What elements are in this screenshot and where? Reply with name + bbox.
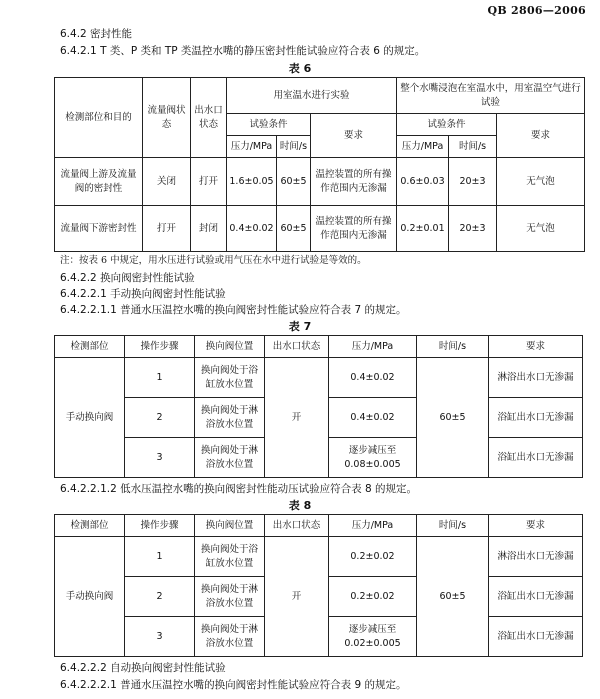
t7-pressure: 逐步减压至0.08±0.005 xyxy=(329,438,417,478)
t6-p1: 1.6±0.05 xyxy=(227,158,277,206)
t6-valve: 关闭 xyxy=(143,158,191,206)
t7-step: 2 xyxy=(125,398,195,438)
section-6-4-2-1: 6.4.2.1 T 类、P 类和 TP 类温控水嘴的静压密封性能试验应符合表 6 的规定。 xyxy=(60,45,426,57)
t6-p1: 0.4±0.02 xyxy=(227,206,277,252)
t6-h-cond2: 试验条件 xyxy=(397,114,497,136)
table-8 xyxy=(54,514,583,657)
t8-h-position: 换向阀位置 xyxy=(195,515,265,537)
t6-req2: 无气泡 xyxy=(497,158,585,206)
t7-position: 换向阀处于淋浴放水位置 xyxy=(195,398,265,438)
section-6-4-2: 6.4.2 密封性能 xyxy=(60,28,133,40)
t8-h-part: 检测部位 xyxy=(55,515,125,537)
t6-h-room: 用室温水进行实验 xyxy=(227,78,397,114)
t7-part: 手动换向阀 xyxy=(55,358,125,478)
t6-valve: 打开 xyxy=(143,206,191,252)
t6-outlet: 封闭 xyxy=(191,206,227,252)
t8-h-req: 要求 xyxy=(489,515,583,537)
table7-caption: 表 7 xyxy=(288,320,312,333)
section-6-4-2-2-1: 6.4.2.2.1 手动换向阀密封性能试验 xyxy=(60,288,226,300)
section-6-4-2-2-1-1: 6.4.2.2.1.1 普通水压温控水嘴的换向阀密封性能试验应符合表 7 的规定。 xyxy=(60,304,407,316)
t8-h-time: 时间/s xyxy=(417,515,489,537)
t7-h-outlet: 出水口状态 xyxy=(265,336,329,358)
t8-position: 换向阀处于淋浴放水位置 xyxy=(195,617,265,657)
t8-req: 浴缸出水口无渗漏 xyxy=(489,577,583,617)
t6-h-valve: 流量阀状态 xyxy=(143,78,191,158)
t8-step: 1 xyxy=(125,537,195,577)
t8-pressure: 0.2±0.02 xyxy=(329,577,417,617)
t6-h-immerse: 整个水嘴浸泡在室温水中，用室温空气进行试验 xyxy=(397,78,585,114)
t6-h-pressure2: 压力/MPa xyxy=(397,136,449,158)
t6-h-cond1: 试验条件 xyxy=(227,114,311,136)
t7-step: 3 xyxy=(125,438,195,478)
t7-time: 60±5 xyxy=(417,358,489,478)
t6-h-pressure1: 压力/MPa xyxy=(227,136,277,158)
t8-req: 淋浴出水口无渗漏 xyxy=(489,537,583,577)
t7-h-time: 时间/s xyxy=(417,336,489,358)
t6-t2: 20±3 xyxy=(449,158,497,206)
t8-h-pressure: 压力/MPa xyxy=(329,515,417,537)
t7-pressure: 0.4±0.02 xyxy=(329,398,417,438)
table-7 xyxy=(54,335,583,478)
t7-h-pressure: 压力/MPa xyxy=(329,336,417,358)
table-row xyxy=(55,358,583,398)
t8-outlet: 开 xyxy=(265,537,329,657)
t8-h-outlet: 出水口状态 xyxy=(265,515,329,537)
t6-p2: 0.2±0.01 xyxy=(397,206,449,252)
t8-position: 换向阀处于浴缸放水位置 xyxy=(195,537,265,577)
t6-h-time1: 时间/s xyxy=(277,136,311,158)
t7-h-step: 操作步骤 xyxy=(125,336,195,358)
t8-step: 2 xyxy=(125,577,195,617)
table6-caption: 表 6 xyxy=(288,62,312,75)
t8-pressure: 逐步减压至0.02±0.005 xyxy=(329,617,417,657)
table-row xyxy=(55,206,585,252)
table6-note: 注：按表 6 中规定，用水压进行试验或用气压在水中进行试验是等效的。 xyxy=(60,255,367,266)
t7-position: 换向阀处于淋浴放水位置 xyxy=(195,438,265,478)
t8-pressure: 0.2±0.02 xyxy=(329,537,417,577)
t6-h-req2: 要求 xyxy=(497,114,585,158)
t7-outlet: 开 xyxy=(265,358,329,478)
t6-req1: 温控装置的所有操作范围内无渗漏 xyxy=(311,206,397,252)
t8-time: 60±5 xyxy=(417,537,489,657)
section-6-4-2-2-2: 6.4.2.2.2 自动换向阀密封性能试验 xyxy=(60,662,226,674)
t7-position: 换向阀处于浴缸放水位置 xyxy=(195,358,265,398)
t6-t1: 60±5 xyxy=(277,158,311,206)
standard-number: QB 2806—2006 xyxy=(487,4,586,17)
t7-req: 浴缸出水口无渗漏 xyxy=(489,398,583,438)
t8-step: 3 xyxy=(125,617,195,657)
t6-h-req1: 要求 xyxy=(311,114,397,158)
table8-caption: 表 8 xyxy=(288,499,312,512)
t6-h-part: 检测部位和目的 xyxy=(55,78,143,158)
t8-part: 手动换向阀 xyxy=(55,537,125,657)
t6-h-time2: 时间/s xyxy=(449,136,497,158)
t7-h-req: 要求 xyxy=(489,336,583,358)
t7-req: 浴缸出水口无渗漏 xyxy=(489,438,583,478)
table-6 xyxy=(54,77,585,252)
t7-step: 1 xyxy=(125,358,195,398)
section-6-4-2-2-1-2: 6.4.2.2.1.2 低水压温控水嘴的换向阀密封性能动压试验应符合表 8 的规定。 xyxy=(60,483,417,495)
t6-h-outlet: 出水口状态 xyxy=(191,78,227,158)
t6-part: 流量阀上游及流量阀的密封性 xyxy=(55,158,143,206)
section-6-4-2-2-2-1: 6.4.2.2.2.1 普通水压温控水嘴的换向阀密封性能试验应符合表 9 的规定。 xyxy=(60,679,407,691)
t7-h-position: 换向阀位置 xyxy=(195,336,265,358)
t6-t1: 60±5 xyxy=(277,206,311,252)
t6-t2: 20±3 xyxy=(449,206,497,252)
table-row xyxy=(55,537,583,577)
table-row xyxy=(55,158,585,206)
t6-req1: 温控装置的所有操作范围内无渗漏 xyxy=(311,158,397,206)
t7-h-part: 检测部位 xyxy=(55,336,125,358)
t7-req: 淋浴出水口无渗漏 xyxy=(489,358,583,398)
t7-pressure: 0.4±0.02 xyxy=(329,358,417,398)
t6-req2: 无气泡 xyxy=(497,206,585,252)
t8-req: 浴缸出水口无渗漏 xyxy=(489,617,583,657)
t6-p2: 0.6±0.03 xyxy=(397,158,449,206)
section-6-4-2-2: 6.4.2.2 换向阀密封性能试验 xyxy=(60,272,195,284)
t6-outlet: 打开 xyxy=(191,158,227,206)
t6-part: 流量阀下游密封性 xyxy=(55,206,143,252)
t8-position: 换向阀处于淋浴放水位置 xyxy=(195,577,265,617)
t8-h-step: 操作步骤 xyxy=(125,515,195,537)
